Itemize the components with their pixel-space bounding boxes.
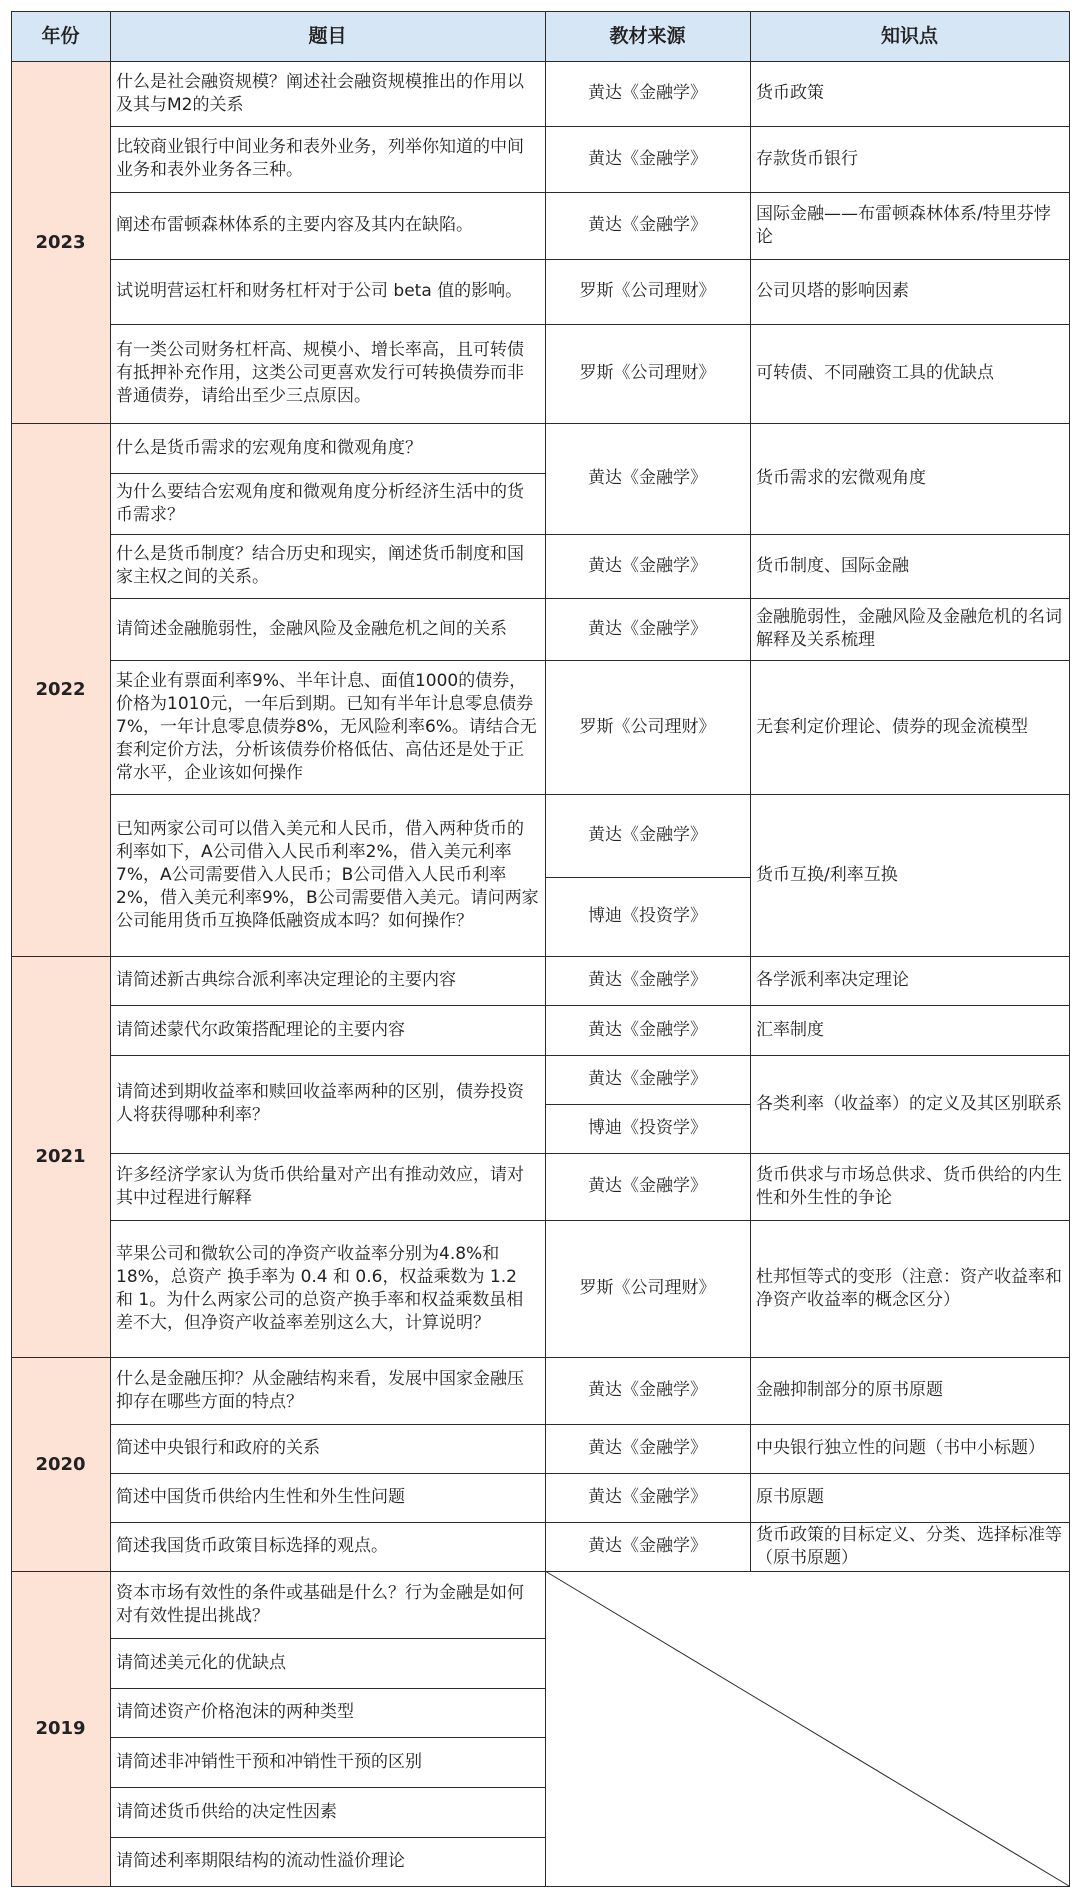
- year-cell: 2019: [35, 1718, 86, 1739]
- source-cell: 黄达《金融学》: [588, 83, 707, 103]
- knowledge-cell: 货币政策的目标定义、分类、选择标准等（原书原题）: [756, 1524, 1062, 1568]
- knowledge-cell: 无套利定价理论、债券的现金流模型: [756, 716, 1028, 737]
- knowledge-cell: 公司贝塔的影响因素: [756, 281, 909, 301]
- source-cell: 罗斯《公司理财》: [579, 716, 716, 737]
- question-cell: 请简述货币供给的决定性因素: [116, 1801, 337, 1822]
- knowledge-cell: 货币政策: [756, 83, 824, 103]
- header-knowledge: 知识点: [880, 24, 938, 47]
- question-cell: 简述中国货币供给内生性和外生性问题: [116, 1487, 405, 1507]
- knowledge-cell: 货币需求的宏微观角度: [756, 468, 926, 488]
- year-cell: 2021: [35, 1146, 86, 1167]
- header-source: 教材来源: [609, 24, 686, 47]
- source-cell: 黄达《金融学》: [588, 1019, 707, 1040]
- year-cell: 2022: [35, 679, 86, 700]
- source-cell: 黄达《金融学》: [588, 215, 707, 235]
- header-question: 题目: [308, 24, 347, 47]
- question-cell: 请简述到期收益率和赎回收益率两种的区别，债券投资人将获得哪种利率？: [116, 1082, 524, 1125]
- question-cell: 什么是货币制度？结合历史和现实，阐述货币制度和国家主权之间的关系。: [116, 544, 524, 587]
- knowledge-cell: 中央银行独立性的问题（书中小标题）: [756, 1438, 1045, 1458]
- question-cell: 请简述美元化的优缺点: [116, 1652, 286, 1673]
- knowledge-cell: 金融脆弱性，金融风险及金融危机的名词解释及关系梳理: [756, 607, 1062, 650]
- question-cell: 比较商业银行中间业务和表外业务，列举你知道的中间业务和表外业务各三种。: [116, 137, 524, 180]
- question-cell: 为什么要结合宏观角度和微观角度分析经济生活中的货币需求？: [116, 481, 524, 525]
- source-cell: 博迪《投资学》: [588, 906, 707, 926]
- source-cell: 博迪《投资学》: [588, 1118, 707, 1138]
- diagonal-line: [545, 1571, 1069, 1886]
- source-cell: 罗斯《公司理财》: [579, 363, 716, 383]
- knowledge-cell: 各学派利率决定理论: [756, 970, 909, 990]
- source-cell: 黄达《金融学》: [588, 618, 707, 639]
- source-cell: 黄达《金融学》: [588, 970, 707, 990]
- question-cell: 请简述蒙代尔政策搭配理论的主要内容: [116, 1019, 405, 1040]
- knowledge-cell: 金融抑制部分的原书原题: [756, 1380, 943, 1400]
- source-cell: 黄达《金融学》: [588, 555, 707, 576]
- source-cell: 黄达《金融学》: [588, 468, 707, 488]
- question-cell: 请简述资产价格泡沫的两种类型: [116, 1702, 354, 1722]
- question-cell: 请简述非冲销性干预和冲销性干预的区别: [116, 1751, 422, 1772]
- knowledge-cell: 存款货币银行: [756, 148, 858, 169]
- source-cell: 黄达《金融学》: [588, 1380, 707, 1400]
- question-cell: 阐述布雷顿森林体系的主要内容及其内在缺陷。: [116, 215, 473, 235]
- source-cell: 罗斯《公司理财》: [579, 1278, 716, 1298]
- question-cell: 已知两家公司可以借入美元和人民币，借入两种货币的利率如下，A公司借入人民币利率2%，借入美元利率7%，A公司需要借入人民币；B公司借入人民币利率2%，借入美元利率9%，B公司需要借入美元。请问两家公司能用货币互换降低融资成本吗？如何操作？: [116, 818, 539, 931]
- source-cell: 黄达《金融学》: [588, 1536, 707, 1556]
- header-year: 年份: [41, 24, 80, 47]
- source-cell: 黄达《金融学》: [588, 1487, 707, 1507]
- knowledge-cell: 货币供求与市场总供求、货币供给的内生性和外生性的争论: [756, 1164, 1062, 1208]
- question-cell: 有一类公司财务杠杆高、规模小、增长率高，且可转债有抵押补充作用，这类公司更喜欢发行可转换债券而非普通债券，请给出至少三点原因。: [116, 340, 524, 406]
- knowledge-cell: 原书原题: [756, 1487, 824, 1507]
- knowledge-cell: 杜邦恒等式的变形（注意：资产收益率和净资产收益率的概念区分）: [756, 1266, 1062, 1310]
- knowledge-cell: 货币制度、国际金融: [756, 555, 909, 576]
- question-cell: 什么是货币需求的宏观角度和微观角度？: [116, 437, 422, 458]
- year-cell: 2020: [35, 1453, 86, 1475]
- question-cell: 试说明营运杠杆和财务杠杆对于公司 beta 值的影响。: [116, 281, 523, 301]
- question-cell: 请简述新古典综合派利率决定理论的主要内容: [116, 970, 456, 990]
- question-cell: 什么是金融压抑？从金融结构来看，发展中国家金融压抑存在哪些方面的特点？: [116, 1368, 524, 1412]
- knowledge-cell: 可转债、不同融资工具的优缺点: [756, 363, 994, 383]
- source-cell: 黄达《金融学》: [588, 1438, 707, 1458]
- question-cell: 请简述利率期限结构的流动性溢价理论: [116, 1851, 405, 1871]
- question-cell: 苹果公司和微软公司的净资产收益率分别为4.8%和18%，总资产 换手率为 0.4 和 0.6，权益乘数为 1.2 和 1。为什么两家公司的总资产换手率和权益乘数虽相差不大，但净资产收益率差别这么大，计算说明？: [116, 1243, 524, 1333]
- year-cell: 2023: [35, 231, 86, 253]
- question-cell: 某企业有票面利率9%、半年计息、面值1000的债券，价格为1010元，一年后到期。已知有半年计息零息债券7%，一年计息零息债券8%，无风险利率6%。请结合无套利定价方法，分析该债券价格低估、高估还是处于正常水平，企业该如何操作: [116, 670, 537, 783]
- question-cell: 许多经济学家认为货币供给量对产出有推动效应，请对其中过程进行解释: [116, 1164, 524, 1208]
- question-cell: 简述中央银行和政府的关系: [116, 1438, 320, 1458]
- source-cell: 黄达《金融学》: [588, 825, 707, 845]
- source-cell: 黄达《金融学》: [588, 1176, 707, 1196]
- knowledge-cell: 国际金融——布雷顿森林体系/特里芬悖论: [756, 203, 1051, 247]
- question-cell: 什么是社会融资规模？阐述社会融资规模推出的作用以及其与M2的关系: [116, 71, 524, 115]
- source-cell: 黄达《金融学》: [588, 1069, 707, 1089]
- question-cell: 资本市场有效性的条件或基础是什么？行为金融是如何对有效性提出挑战？: [116, 1582, 524, 1626]
- knowledge-cell: 各类利率（收益率）的定义及其区别联系: [756, 1093, 1062, 1114]
- knowledge-cell: 货币互换/利率互换: [756, 864, 898, 885]
- source-cell: 罗斯《公司理财》: [579, 281, 716, 301]
- question-cell: 请简述金融脆弱性，金融风险及金融危机之间的关系: [116, 618, 507, 639]
- question-cell: 简述我国货币政策目标选择的观点。: [116, 1536, 388, 1556]
- knowledge-cell: 汇率制度: [756, 1019, 824, 1040]
- source-cell: 黄达《金融学》: [588, 148, 707, 169]
